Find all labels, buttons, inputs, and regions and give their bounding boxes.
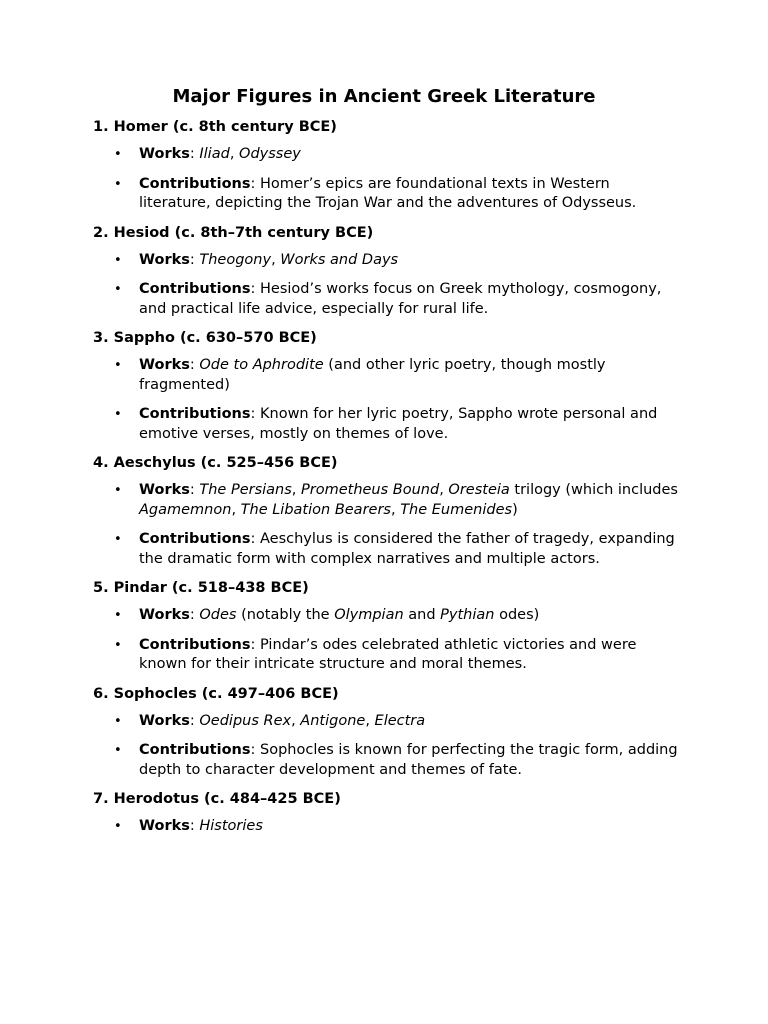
title-text: Olympian <box>334 607 404 623</box>
label-separator: : <box>189 482 200 498</box>
title-text: The Persians <box>199 482 292 498</box>
bullet-item <box>93 530 679 569</box>
body-text: (notably the <box>236 607 335 623</box>
bullet-item <box>93 405 679 444</box>
title-text: Pythian <box>440 607 495 623</box>
bullet-label: Contributions <box>139 636 251 653</box>
body-text: , <box>365 712 375 729</box>
bullet-label: Works <box>139 607 190 623</box>
body-text: , <box>231 501 241 518</box>
figures-list <box>93 118 768 837</box>
title-text: Histories <box>199 818 263 834</box>
label-separator: : <box>189 251 200 268</box>
bullet-list <box>93 251 768 320</box>
body-text: ) <box>512 501 518 518</box>
body-text: , <box>291 482 302 498</box>
bullet-list <box>93 145 768 214</box>
bullet-item <box>93 636 679 675</box>
figure-section <box>93 118 768 214</box>
title-text: Oresteia <box>448 482 510 498</box>
bullet-item <box>93 175 679 214</box>
title-text: Theogony <box>199 251 272 268</box>
bullet-label: Contributions <box>139 531 251 547</box>
body-text: (and other lyric poetry, though mostly fragmented) <box>139 357 606 393</box>
figure-section <box>93 685 768 781</box>
body-text: Known for her lyric poetry, Sappho wrote personal and emotive verses, mostly on themes of love. <box>139 406 658 442</box>
title-text: The Libation Bearers <box>240 501 391 518</box>
bullet-label: Works <box>139 251 190 268</box>
label-separator: : <box>189 712 200 729</box>
label-separator: : <box>250 406 260 422</box>
title-text: The Eumenides <box>400 501 513 518</box>
bullet-item <box>93 606 679 626</box>
title-text: Works and Days <box>280 251 399 268</box>
bullet-list <box>93 817 768 837</box>
bullet-label: Contributions <box>139 175 251 192</box>
body-text: trilogy (which includes <box>509 482 678 498</box>
bullet-list <box>93 356 768 444</box>
title-text: Agamemnon <box>139 501 232 518</box>
figure-heading: 1. Homer (c. 8th century BCE) <box>93 119 337 135</box>
bullet-item <box>93 145 679 165</box>
title-text: Antigone <box>300 712 366 729</box>
title-text: Odyssey <box>239 146 301 162</box>
bullet-item <box>93 741 679 780</box>
bullet-label: Works <box>139 146 190 162</box>
figure-heading: 2. Hesiod (c. 8th–7th century BCE) <box>93 224 374 241</box>
bullet-item <box>93 481 679 520</box>
title-text: Oedipus Rex <box>199 712 292 729</box>
bullet-list <box>93 606 768 675</box>
body-text: , <box>390 501 401 518</box>
bullet-label: Works <box>139 818 190 834</box>
body-text: , <box>439 482 449 498</box>
label-separator: : <box>250 175 260 192</box>
bullet-item <box>93 251 679 271</box>
body-text: Sophocles is known for perfecting the tragic form, adding depth to character development and themes of fate. <box>139 742 678 778</box>
label-separator: : <box>250 742 260 758</box>
title-text: Iliad <box>199 146 230 162</box>
bullet-item <box>93 712 679 732</box>
body-text: and <box>403 607 441 623</box>
label-separator: : <box>189 607 200 623</box>
bullet-label: Works <box>139 712 190 729</box>
body-text: , <box>229 146 240 162</box>
body-text: , <box>291 712 301 729</box>
label-separator: : <box>189 818 200 834</box>
body-text: Pindar’s odes celebrated athletic victories and were known for their intricate structure and moral themes. <box>139 636 637 672</box>
title-text: Odes <box>199 607 237 623</box>
label-separator: : <box>189 357 200 373</box>
body-text: odes) <box>494 607 540 623</box>
title-text: Prometheus Bound <box>301 482 440 498</box>
body-text: Aeschylus is considered the father of tragedy, expanding the dramatic form with complex narratives and multiple actors. <box>139 531 675 567</box>
bullet-label: Works <box>139 482 190 498</box>
figure-section <box>93 790 768 837</box>
label-separator: : <box>250 531 260 547</box>
label-separator: : <box>250 281 260 297</box>
figure-section <box>93 454 768 569</box>
figure-section <box>93 329 768 444</box>
bullet-label: Contributions <box>139 742 251 758</box>
figure-section <box>93 224 768 320</box>
title-text: Electra <box>374 712 426 729</box>
bullet-item <box>93 280 679 319</box>
figure-heading: 4. Aeschylus (c. 525–456 BCE) <box>93 455 338 471</box>
body-text: Homer’s epics are foundational texts in Western literature, depicting the Trojan War and the adventures of Odysseus. <box>139 175 637 211</box>
bullet-label: Contributions <box>139 281 251 297</box>
body-text: , <box>271 251 281 268</box>
figure-section <box>93 579 768 675</box>
title-text: Ode to Aphrodite <box>199 357 324 373</box>
bullet-label: Works <box>139 357 190 373</box>
page-title: Major Figures in Ancient Greek Literature <box>172 86 596 107</box>
label-separator: : <box>250 636 260 653</box>
bullet-list <box>93 712 768 781</box>
figure-heading: 3. Sappho (c. 630–570 BCE) <box>93 330 317 346</box>
body-text: Hesiod’s works focus on Greek mythology, cosmogony, and practical life advice, especially for rural life. <box>139 281 662 317</box>
bullet-list <box>93 481 768 569</box>
bullet-item <box>93 356 679 395</box>
figure-heading: 5. Pindar (c. 518–438 BCE) <box>93 580 309 596</box>
figure-heading: 7. Herodotus (c. 484–425 BCE) <box>93 791 341 807</box>
label-separator: : <box>189 146 200 162</box>
bullet-item <box>93 817 679 837</box>
figure-heading: 6. Sophocles (c. 497–406 BCE) <box>93 685 339 702</box>
bullet-label: Contributions <box>139 406 251 422</box>
